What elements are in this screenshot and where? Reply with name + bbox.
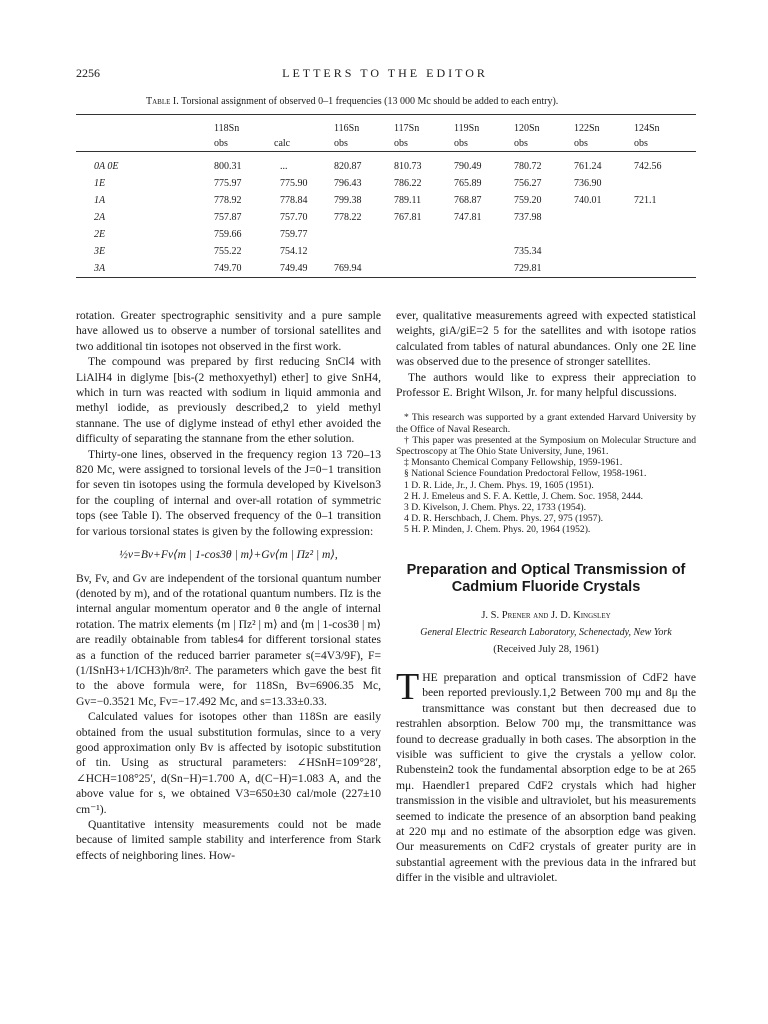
table-row: [76, 209, 696, 226]
paragraph: rotation. Greater spectrographic sensitivity and a pure sample have allowed us to observe a number of torsional satellites and two additional tin isotopes not observed in the first work.: [76, 309, 381, 353]
table-cell: 767.81: [394, 212, 422, 223]
table-caption-text: Torsional assignment of observed 0–1 frequencies (13 000 Mc should be added to each entry).: [181, 96, 559, 107]
table-cell: [634, 243, 696, 260]
isotope-header: 120Sn: [514, 122, 540, 134]
table-cell: [634, 175, 696, 192]
table-cell: 768.87: [454, 195, 482, 206]
table-cell: 740.01: [574, 195, 602, 206]
subheader: obs: [634, 137, 648, 149]
affiliation: General Electric Research Laboratory, Schenectady, New York: [420, 627, 672, 639]
table-cell: 742.56: [634, 161, 662, 172]
table-cell: 759.20: [514, 195, 542, 206]
table-cell: 729.81: [514, 263, 542, 274]
page-number: 2256: [76, 66, 100, 80]
isotope-header: 119Sn: [454, 122, 480, 134]
table-row: [76, 243, 696, 260]
subheader: calc: [274, 137, 291, 149]
row-label: 3A: [94, 263, 106, 274]
table-cell: 759.66: [214, 229, 242, 240]
table-cell: [514, 226, 574, 243]
row-label: 1A: [94, 195, 106, 206]
paragraph: The authors would like to express their appreciation to Professor E. Bright Wilson, Jr. for many helpful discussions.: [396, 370, 696, 400]
footnote: * This research was supported by a grant extended Harvard University by the Office of Naval Research.: [396, 412, 696, 435]
table-cell: [334, 243, 394, 260]
table-cell: [574, 243, 634, 260]
isotope-header: 124Sn: [634, 122, 660, 134]
table-cell: 757.70: [280, 212, 308, 223]
isotope-header: 116Sn: [334, 122, 360, 134]
article-body: [396, 665, 696, 886]
table-cell: 775.97: [214, 178, 242, 189]
table-cell: [574, 260, 634, 278]
table-cell: 800.31: [214, 161, 242, 172]
table-row: [76, 175, 696, 192]
footnote: 4 D. R. Herschbach, J. Chem. Phys. 27, 975 (1957).: [404, 513, 604, 525]
footnote: § National Science Foundation Predoctoral Fellow, 1958-1961.: [404, 468, 647, 480]
footnote: 2 H. J. Emeleus and S. F. A. Kettle, J. Chem. Soc. 1958, 2444.: [404, 490, 644, 502]
isotope-header: 117Sn: [394, 122, 420, 134]
paragraph: Thirty-one lines, observed in the frequency region 13 720–13 820 Mc, were assigned to torsional levels of the J=0−1 transition for seven tin isotopes using the formula developed by Kivelson3 for the coupling of internal and over-all rotation of symmetric tops (see Table I). The observed frequency of the 0–1 transition for various torsional states is given by the following expression:: [76, 447, 381, 538]
table-cell: 749.49: [280, 263, 308, 274]
subheader: obs: [514, 137, 528, 149]
table-cell: ...: [280, 161, 288, 172]
table-cell: [634, 209, 696, 226]
journal-title: LETTERS TO THE EDITOR: [282, 66, 488, 80]
table-cell: [454, 243, 514, 260]
footnote: † This paper was presented at the Symposium on Molecular Structure and Spectroscopy at The Ohio State University, June, 1961.: [396, 434, 696, 458]
isotope-header: 118Sn: [214, 122, 240, 134]
subheader: obs: [394, 137, 408, 149]
table-cell: 796.43: [334, 178, 362, 189]
table-cell: 820.87: [334, 161, 362, 172]
table-caption-label: Table I.: [146, 96, 179, 107]
table-cell: 755.22: [214, 246, 242, 257]
table-cell: 757.87: [214, 212, 242, 223]
table-cell: 799.38: [334, 195, 362, 206]
subheader: obs: [214, 137, 228, 149]
footnote: 3 D. Kivelson, J. Chem. Phys. 22, 1733 (1954).: [404, 502, 587, 514]
row-label: 2A: [94, 212, 106, 223]
table-cell: 789.11: [394, 195, 422, 206]
table-row: [76, 226, 696, 243]
paragraph: ever, qualitative measurements agreed with expected statistical weights, giA/giE=2 5 for the satellites and with isotope ratios calculated from tables of natural abundances. Only one 2E line was observed due to the presence of stronger satellites.: [396, 309, 696, 369]
isotope-header: 122Sn: [574, 122, 600, 134]
table-cell: [334, 226, 394, 243]
footnotes: [396, 412, 696, 535]
footnote: 5 H. P. Minden, J. Chem. Phys. 20, 1964 (1952).: [404, 524, 591, 536]
subheader: obs: [574, 137, 588, 149]
table-cell: 721.1: [634, 195, 657, 206]
table-cell: 765.89: [454, 178, 482, 189]
page-header: [76, 66, 694, 82]
table-cell: [454, 260, 514, 278]
article-text: HE preparation and optical transmission of CdF2 have been reported previously.1,2 Between 700 mμ and 8μ the transmittance was constant but then decreased due to restrahlen absorption. Below 700 mμ, the transmittance was found to decrease gradually in both cases. The absorption in the visible was sufficient to give the crystals a yellow color. Rubenstein2 took the fundamental absorption edge to be at 265 mμ. Haendler1 prepared CdF2 crystals which had higher transmission in the visible and ultraviolet, but his measurements seemed to indicate the presence of an absorption band peaking at 220 mμ and no estimate of the absorption edge was given. Our measurements on CdF2 crystals of greater purity are in substantial agreement with the previous data in the infrared but differ in the visible and ultraviolet.: [396, 670, 696, 885]
paragraph: Bv, Fv, and Gv are independent of the torsional quantum number (denoted by m), and of the rotational quantum numbers. Πz is the internal angular momentum operator and θ the angle of internal rotation. The matrix elements ⟨m | Πz² | m⟩ and ⟨m | 1-cos3θ | m⟩ are readily obtainable from tables4 for different torsional states as a function of the reduced barrier parameter s(=4V3/9F), F=(1/ISnH3+1/ICH3)h/8π². The parameters which gave the best fit to the above formula were, for 118Sn, Bv=6906.35 Mc, Gv=−0.3521 Mc, Fv=−17.492 Mc, and s=13.33±0.33.: [76, 571, 381, 708]
article-title: Preparation and Optical Transmission of Cadmium Fluoride Crystals: [406, 561, 686, 595]
table-cell: 778.22: [334, 212, 362, 223]
table-cell: [634, 260, 696, 278]
table-cell: [394, 226, 454, 243]
paragraph: Calculated values for isotopes other than 118Sn are easily obtained from the usual substitution formulas, since to a very good approximation only Bv is affected by isotopic substitution of tin. Using as structural parameters: ∠HSnH=109°28′, ∠HCH=108°25′, d(Sn−H)=1.700 A, d(C−H)=1.083 A, and the above value for s, we obtained V3=650±30 cal/mole (227±10 cm⁻¹).: [76, 710, 381, 816]
authors: J. S. Prener and J. D. Kingsley: [481, 609, 611, 621]
footnote: ‡ Monsanto Chemical Company Fellowship, 1959-1961.: [404, 457, 623, 469]
table-cell: [454, 226, 514, 243]
row-label: 1E: [94, 178, 106, 189]
paragraph: Quantitative intensity measurements could not be made because of limited sample stability and interference from Stark effects of neighboring lines. How-: [76, 818, 381, 862]
table-cell: 786.22: [394, 178, 422, 189]
table-cell: 769.94: [334, 263, 362, 274]
table-cell: [574, 209, 634, 226]
table-cell: 749.70: [214, 263, 242, 274]
table-cell: 810.73: [394, 161, 422, 172]
table-row: [76, 260, 696, 278]
row-label: 2E: [94, 229, 106, 240]
table-cell: 790.49: [454, 161, 482, 172]
table-cell: 754.12: [280, 246, 308, 257]
table-caption: [146, 96, 636, 107]
row-label: 3E: [94, 246, 106, 257]
table-cell: 736.90: [574, 178, 602, 189]
table-cell: [394, 243, 454, 260]
table-row: [76, 152, 696, 176]
table-cell: 737.98: [514, 212, 542, 223]
subheader: obs: [454, 137, 468, 149]
footnote: 1 D. R. Lide, Jr., J. Chem. Phys. 19, 1605 (1951).: [404, 479, 594, 491]
table-cell: [634, 226, 696, 243]
table-cell: 747.81: [454, 212, 482, 223]
table-cell: 761.24: [574, 161, 602, 172]
table-cell: 775.90: [280, 178, 308, 189]
left-column: [76, 308, 381, 863]
table-cell: [394, 260, 454, 278]
table-cell: 780.72: [514, 161, 542, 172]
subheader: obs: [334, 137, 348, 149]
right-column: [396, 308, 696, 886]
torsional-table: [76, 114, 696, 278]
table-cell: 756.27: [514, 178, 542, 189]
table-cell: 778.92: [214, 195, 242, 206]
drop-cap: T: [396, 665, 420, 708]
table-cell: 735.34: [514, 246, 542, 257]
table-cell: 778.84: [280, 195, 308, 206]
received-date: (Received July 28, 1961): [493, 644, 599, 656]
table-cell: 759.77: [280, 229, 308, 240]
paragraph: The compound was prepared by first reducing SnCl4 with LiAlH4 in diglyme [bis-(2 methoxyethyl) ether] to give SnH4, which in turn was reacted with sodium in liquid ammonia and methyl iodide, as previously described,2 to yield methyl stannane. The use of diglyme instead of ethyl ether avoided the difficulty of separating the stannane from the ether solution.: [76, 355, 381, 446]
table-cell: [574, 226, 634, 243]
equation: ½ν=Bv+Fv⟨m | 1-cos3θ | m⟩+Gv⟨m | Πz² | m⟩,: [119, 548, 338, 562]
row-label: 0A 0E: [94, 161, 119, 172]
table-row: [76, 192, 696, 209]
